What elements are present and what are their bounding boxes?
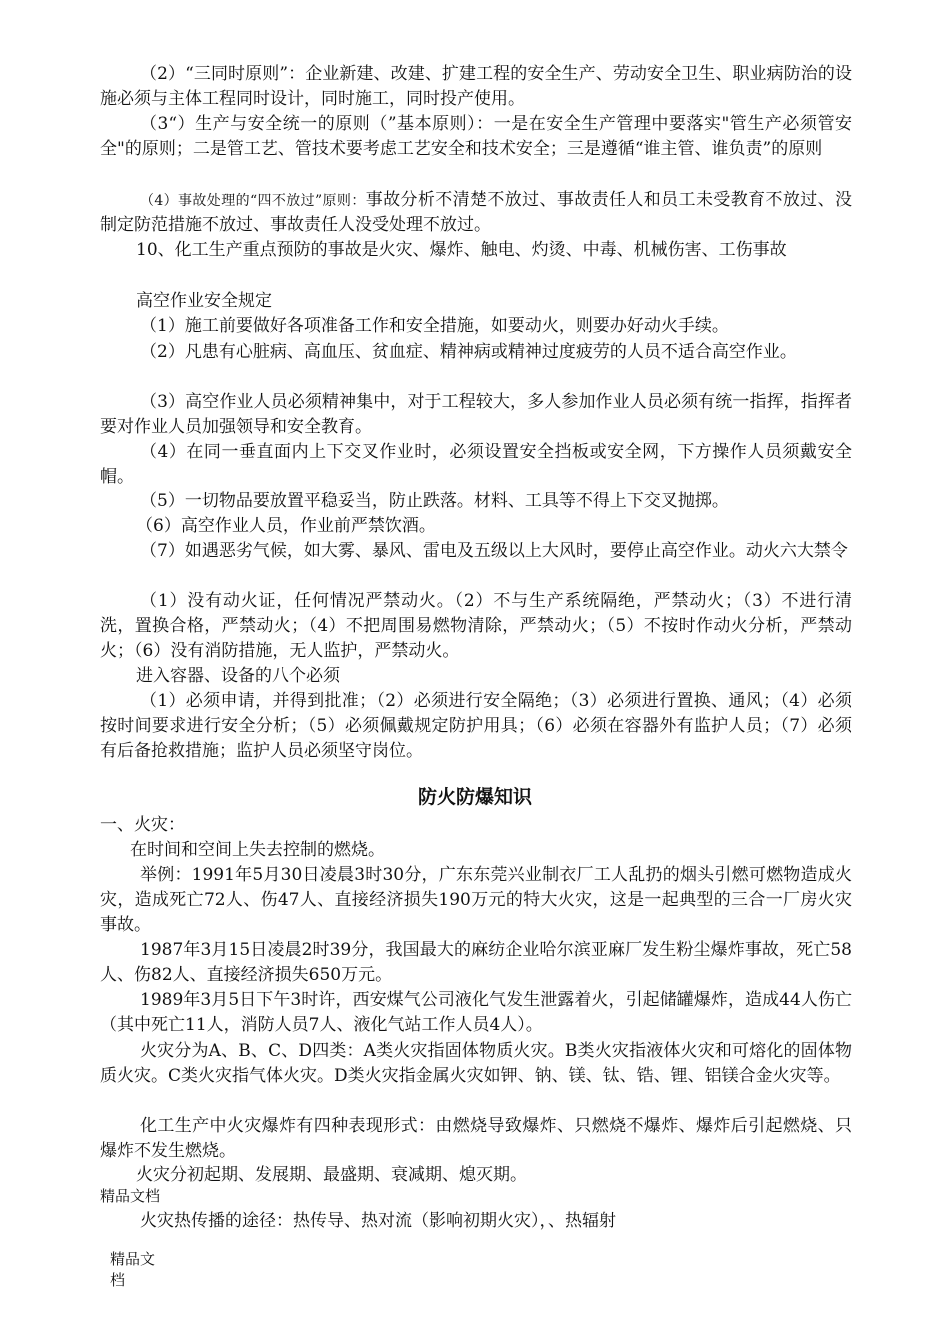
paragraph-fire-prohibitions: （1）没有动火证，任何情况严禁动火。（2）不与生产系统隔绝，严禁动火；（3）不进行清洗，置换合格，严禁动火；（4）不把周围易燃物清除，严禁动火；（5）不按时作动火分析，严禁动火；（6）没有消防措施，无人监护，严禁动火。	[100, 591, 852, 661]
paragraph-height-rule-4: （4）在同一垂直面内上下交叉作业时，必须设置安全挡板或安全网，下方操作人员须戴安全帽。	[100, 442, 852, 487]
paragraph-height-rule-3: （3）高空作业人员必须精神集中，对于工程较大，多人参加作业人员必须有统一指挥，指挥者要对作业人员加强领导和安全教育。	[100, 392, 852, 437]
footer-label-bottom: 精品文档	[110, 1250, 156, 1289]
paragraph-example-1991: 举例：1991年5月30日凌晨3时30分，广东东莞兴业制衣厂工人乱扔的烟头引燃可燃物造成火灾，造成死亡72人、伤47人、直接经济损失190万元的特大火灾，这是一起典型的三合一厂房火灾事故。	[100, 865, 852, 935]
paragraph-fire-forms: 化工生产中火灾爆炸有四种表现形式：由燃烧导致爆炸、只燃烧不爆炸、爆炸后引起燃烧、只爆炸不发生燃烧。	[100, 1116, 852, 1161]
paragraph-height-rule-2: （2）凡患有心脏病、高血压、贫血症、精神病或精神过度疲劳的人员不适合高空作业。	[140, 342, 797, 362]
heading-height-work: 高空作业安全规定	[136, 291, 272, 311]
paragraph-four-no-release-lead: （4）事故处理的“四不放过”原则：	[140, 193, 366, 209]
paragraph-heat-transfer: 火灾热传播的途径：热传导、热对流（影响初期火灾），、热辐射	[140, 1211, 616, 1231]
section-title: 防火防爆知识	[417, 786, 532, 808]
paragraph-example-1987: 1987年3月15日凌晨2时39分，我国最大的麻纺企业哈尔滨亚麻厂发生粉尘爆炸事故，死亡58人、伤82人、直接经济损失650万元。	[100, 940, 852, 985]
footer-label: 精品文档	[100, 1187, 161, 1205]
paragraph-fire-definition: 在时间和空间上失去控制的燃烧。	[130, 840, 385, 860]
paragraph-example-1989: 1989年3月5日下午3时许，西安煤气公司液化气发生泄露着火，引起储罐爆炸，造成44人伤亡（其中死亡11人，消防人员7人、液化气站工作人员4人）。	[100, 990, 852, 1035]
heading-fire: 一、火灾：	[100, 815, 185, 835]
paragraph-key-accidents: 10、化工生产重点预防的事故是火灾、爆炸、触电、灼烫、中毒、机械伤害、工伤事故	[136, 240, 787, 260]
paragraph-four-no-release-body: 事故分析不清楚不放过、事故责任人和员工未受教育不放过、没制定防范措施不放过、事故责任人没受处理不放过。	[100, 190, 852, 235]
heading-vessel-entry: 进入容器、设备的八个必须	[136, 666, 340, 686]
paragraph-height-rule-7: （7）如遇恶劣气候，如大雾、暴风、雷电及五级以上大风时，要停止高空作业。动火六大禁令	[140, 541, 848, 561]
paragraph-unity-principle: （3“）生产与安全统一的原则（”基本原则）：一是在安全生产管理中要落实"管生产必须管安全"的原则；二是管工艺、管技术要考虑工艺安全和技术安全；三是遵循“谁主管、谁负责”的原则	[100, 114, 852, 159]
paragraph-fire-stages: 火灾分初起期、发展期、最盛期、衰减期、熄灭期。	[136, 1165, 527, 1185]
paragraph-height-rule-5: （5）一切物品要放置平稳妥当，防止跌落。材料、工具等不得上下交叉抛掷。	[140, 491, 729, 511]
paragraph-three-simultaneous: （2）“三同时原则”：企业新建、改建、扩建工程的安全生产、劳动安全卫生、职业病防治的设施必须与主体工程同时设计，同时施工，同时投产使用。	[100, 64, 852, 109]
paragraph-height-rule-6: （6）高空作业人员，作业前严禁饮酒。	[136, 516, 436, 536]
paragraph-four-no-release	[100, 188, 852, 238]
paragraph-fire-classes: 火灾分为A、B、C、D四类：A类火灾指固体物质火灾。B类火灾指液体火灾和可熔化的固体物质火灾。C类火灾指气体火灾。D类火灾指金属火灾如钾、钠、镁、钛、锆、锂、铝镁合金火灾等。	[100, 1041, 852, 1086]
paragraph-height-rule-1: （1）施工前要做好各项准备工作和安全措施，如要动火，则要办好动火手续。	[140, 316, 729, 336]
paragraph-vessel-entry-rules: （1）必须申请，并得到批准；（2）必须进行安全隔绝；（3）必须进行置换、通风；（4）必须按时间要求进行安全分析；（5）必须佩戴规定防护用具；（6）必须在容器外有监护人员；（7）必须有后备抢救措施；监护人员必须坚守岗位。	[100, 691, 852, 761]
